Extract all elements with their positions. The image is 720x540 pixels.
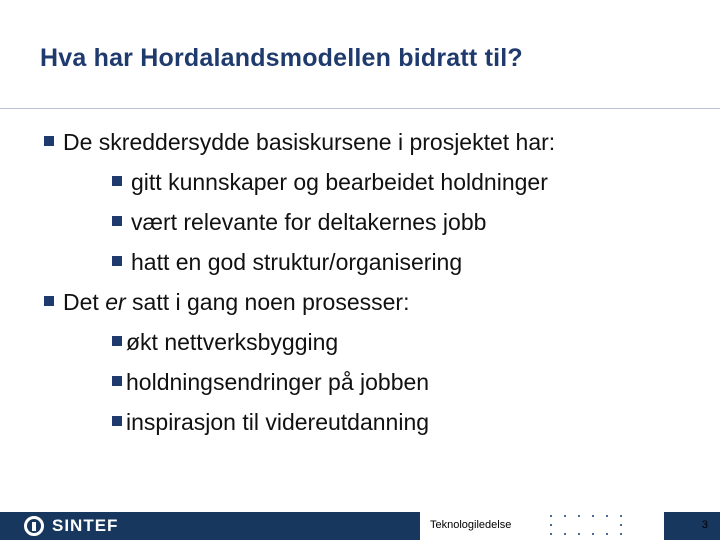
page-number: 3 xyxy=(701,519,708,531)
bullet-text: holdningsendringer på jobben xyxy=(126,369,430,395)
bullet-text: inspirasjon til videreutdanning xyxy=(126,409,430,435)
sub-bullet-3 xyxy=(112,248,462,276)
bullet-text: De skreddersydde basiskursene i prosjektet har: xyxy=(63,129,556,155)
bullet-square-icon xyxy=(112,416,122,426)
sintef-logo-icon xyxy=(24,516,44,536)
bullet-text: hatt en god struktur/organisering xyxy=(131,249,463,275)
bullet-text-before: Det xyxy=(63,289,106,315)
sub-bullet-2 xyxy=(112,208,486,236)
title-divider xyxy=(0,108,720,109)
bullet-square-icon xyxy=(112,376,122,386)
sub-bullet-1 xyxy=(112,168,548,196)
bullet-square-icon xyxy=(112,216,122,226)
bullet-text: økt nettverksbygging xyxy=(126,329,339,355)
footer-label: Teknologiledelse xyxy=(430,519,512,531)
footer-bar xyxy=(0,512,720,540)
bullet-square-icon xyxy=(112,336,122,346)
sub-bullet-5 xyxy=(112,368,429,396)
bullet-1 xyxy=(44,128,555,156)
bullet-square-icon xyxy=(44,136,54,146)
bullet-square-icon xyxy=(112,256,122,266)
bullet-2 xyxy=(44,288,409,316)
bullet-square-icon xyxy=(112,176,122,186)
bullet-text-after: satt i gang noen prosesser: xyxy=(125,289,410,315)
bullet-text: vært relevante for deltakernes jobb xyxy=(131,209,487,235)
sub-bullet-4 xyxy=(112,328,338,356)
bullet-text: gitt kunnskaper og bearbeidet holdninger xyxy=(131,169,548,195)
dot-grid-decoration xyxy=(546,515,626,537)
bullet-text-emphasis: er xyxy=(105,289,126,315)
sintef-logo xyxy=(24,516,118,536)
sub-bullet-6 xyxy=(112,408,429,436)
bullet-square-icon xyxy=(44,296,54,306)
slide-title: Hva har Hordalandsmodellen bidratt til? xyxy=(40,44,523,72)
sintef-logo-text: SINTEF xyxy=(52,516,119,535)
